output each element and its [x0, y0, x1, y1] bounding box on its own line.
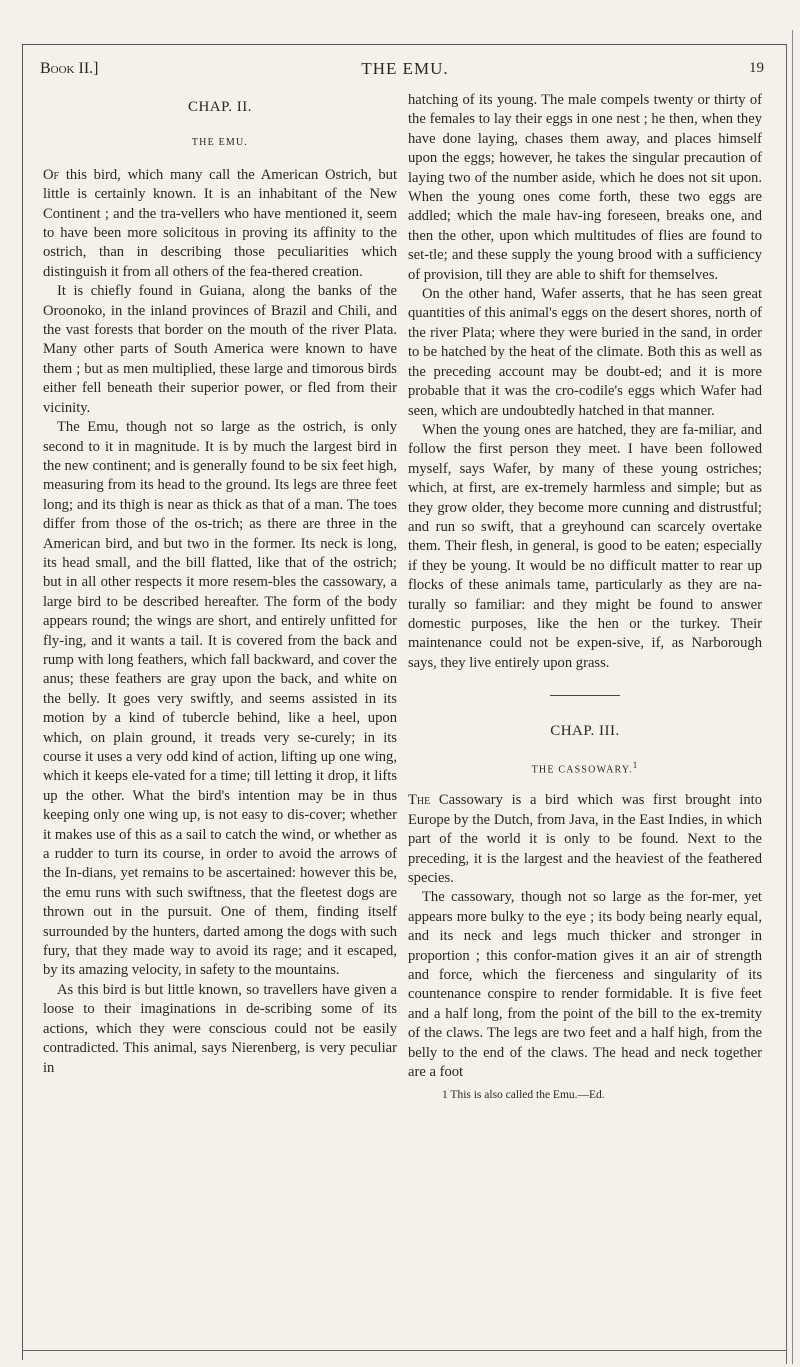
chapter-subheading: THE CASSOWARY.$^1$: [531, 759, 639, 775]
footnote-marker: 1: [632, 759, 639, 770]
page-frame-top: [22, 44, 786, 45]
page-frame-right-outer: [792, 30, 793, 1364]
right-column: [408, 91, 762, 1106]
paragraph: It is chiefly found in Guiana, along the banks of the Oroonoko, in the inland provinces of Brazil and Chili, and the vast forests that border on the mouth of the river Plata. Many other parts of South America were known to have them ; but as men multiplied, these large and timorous birds either fell beneath their superior power, or fled from their vicinity.: [43, 283, 397, 416]
running-title: THE EMU.: [361, 59, 449, 78]
running-header: [40, 54, 770, 84]
paragraph: Of this bird, which many call the American Ostrich, but little is certainly known. It is an inhabitant of the New Continent ; and the tra-vellers who have mentioned it, seem to have been more solicitous in proving its affinity to the ostrich, than in describing those peculiarities which distinguish it from all others of the fea-thered creation.: [43, 166, 397, 280]
paragraph: The Emu, though not so large as the ostrich, is only second to it in magnitude. It is by much the largest bird in the new continent; and is generally found to be six feet high, measuring from its head to the ground. Its legs are three feet long; and its thigh is near as thick as that of a man. The toes differ from those of the os-trich; as there are three in the American bird, and but two in the former. Its neck is long, its head small, and the bill flatted, like that of the ostrich; but in all other respects it more resem-bles the cassowary, a large bird to be described hereafter. The form of the body appears round; the wings are short, and entirely unfitted for fly-ing, and it wants a tail. It is covered from the back and rump with long feathers, which fall backward, and cover the anus; these feathers are gray upon the back, and white on the belly. It goes very swiftly, and seems assisted in its motion by a kind of tubercle behind, like a heel, upon which, on plain ground, it treads very se-curely; in its course it uses a very odd kind of action, lifting up one wing, which it keeps ele-vated for a time; till letting it drop, it lifts up the other. What the bird's intention may be in thus keeping only one wing up, is not easy to dis-cover; whether it makes use of this as a sail to catch the wind, or whether as a rudder to turn its course, in order to avoid the arrows of the In-dians, yet remains to be ascertained: however this be, the emu runs with such swiftness, that the fleetest dogs are thrown out in the pursuit. One of them, finding itself surrounded by the hunters, darted among the dogs with such fury, that they made way to avoid its rage; and it escaped, by its amazing velocity, in safety to the mountains.: [43, 419, 397, 979]
paragraph: When the young ones are hatched, they are fa-miliar, and follow the first person they meet. I have been followed myself, says Wafer, by many of these young ostriches; which, at first, are ex-tremely harmless and simple; but as they grow older, they become more cunning and distrustful; and run so swift, that a greyhound can scarcely overtake them. Their flesh, in general, is good to be eaten; especially if they be young. It would be no difficult matter to rear up flocks of these animals tame, particularly as they are na-turally so familiar: and they might be found to answer domestic purposes, like the hen or the turkey. Their maintenance could not be expen-sive, if, as Narborough says, they live entirely upon grass.: [408, 421, 762, 671]
paragraph: On the other hand, Wafer asserts, that he has seen great quantities of this animal's eggs on the desert shores, north of the river Plata; where they were buried in the sand, in order to be hatched by the heat of the climate. Both this as well as the preceding account may be doubt-ed; and it is more probable that it was the cro-codile's eggs which Wafer had seen, which are undoubtedly hatched in that manner.: [408, 286, 762, 419]
book-label: Book II.]: [40, 60, 99, 77]
paragraph: The cassowary, though not so large as the for-mer, yet appears more bulky to the eye ; its body being nearly equal, and its neck and legs much thicker and stronger in proportion ; this confor-mation gives it an air of strength and force, which the fierceness and singularity of its countenance conspire to render formidable. It is five feet and a half long, from the point of the bill to the ex-tremity of the claws. The legs are two feet and a half high, from the belly to the end of the claws. The head and neck together are a foot: [408, 889, 762, 1081]
drop-word: Of: [43, 166, 60, 183]
page-number: 19: [749, 60, 764, 76]
left-column: [43, 92, 397, 1078]
chapter-heading: CHAP. III.: [550, 723, 620, 740]
footnote: 1 This is also called the Emu.—Ed.: [442, 1089, 605, 1102]
paragraph: As this bird is but little known, so travellers have given a loose to their imaginations in de-scribing some of its actions, which they were conscious could not be easily contradicted. This animal, says Nierenberg, is very peculiar in: [43, 981, 397, 1076]
page-frame-bottom: [22, 1350, 786, 1351]
paragraph: hatching of its young. The male compels twenty or thirty of the females to lay their eggs in one nest ; he then, when they have done laying, chases them away, and places himself upon the eggs; however, he takes the singular precaution of laying two of the number aside, which he does not sit upon. When the young ones come forth, these two eggs are addled; which the male hav-ing foreseen, breaks one, and then the other, upon which multitudes of flies are found to set-tle; and these supply the young brood with a sufficiency of provision, till they are able to shift for themselves.: [408, 92, 762, 283]
page-frame-left: [22, 44, 23, 1360]
paragraph: The Cassowary is a bird which was first brought into Europe by the Dutch, from Java, in the East Indies, in which part of the world it is only to be found. Next to the preceding, it is the largest and the heaviest of the feathered species.: [408, 792, 762, 886]
drop-word: The: [408, 792, 431, 809]
page-frame-right: [786, 44, 787, 1364]
chapter-heading: CHAP. II.: [187, 99, 253, 115]
chapter-subheading: THE EMU.: [191, 137, 249, 149]
